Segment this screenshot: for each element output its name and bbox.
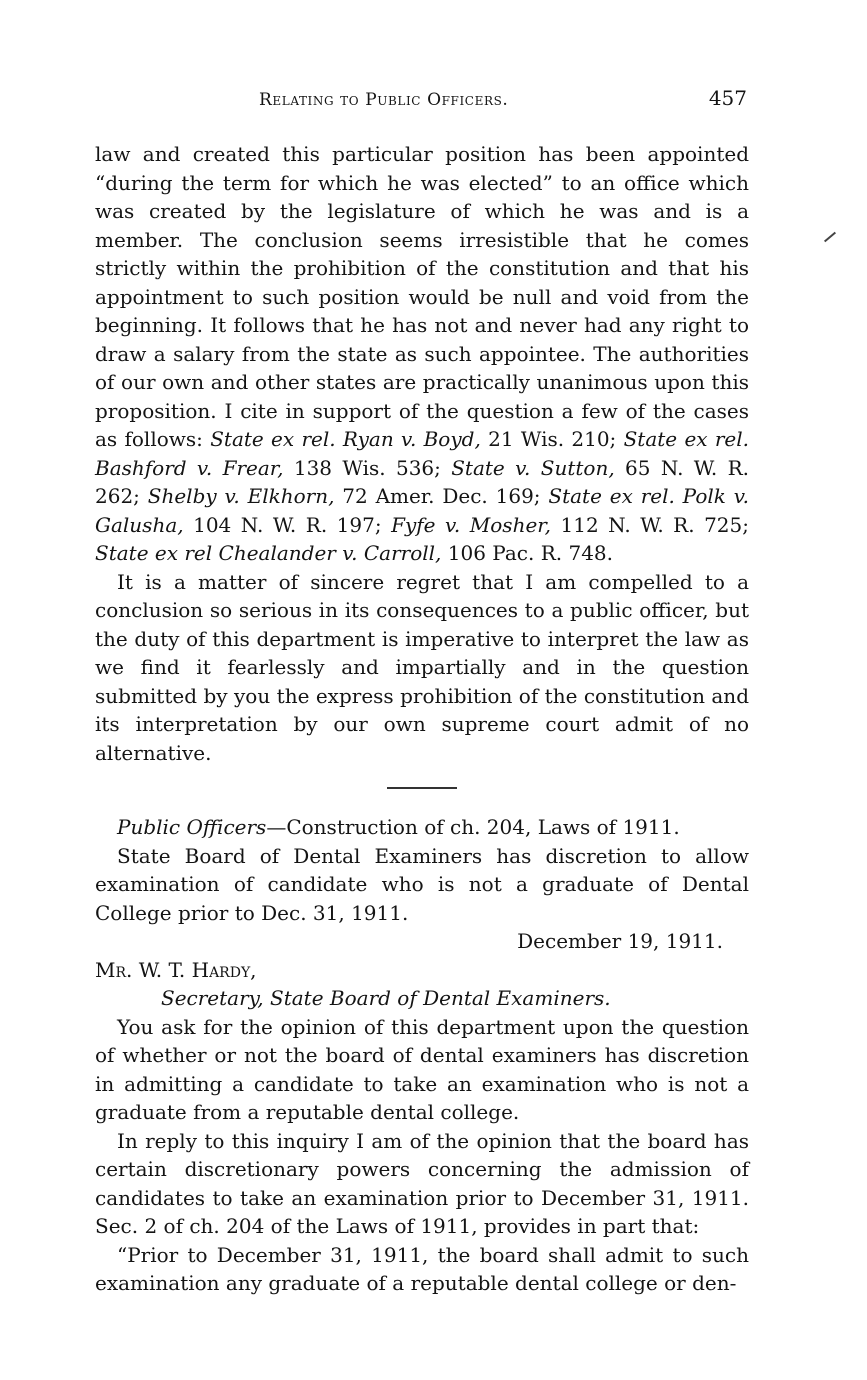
- case-citation: Fyfe v. Mosher,: [391, 512, 552, 537]
- paragraph-text: law and created this particular position has been appointed “during the term for which he was elected” to an office which was created by the legislature of which he was and is a member. The conclusion seems irresistible that he comes strictly within the prohibition of the constitution and that his appointment to such position would be null and void from the beginning. It follows that he has not and never had any right to draw a salary from the state as such appointee. The authorities of our own and other states are practically unanimous upon this proposition. I cite in support of the question a few of the cases as follows:: [95, 142, 749, 451]
- case-citation: State ex rel. Ryan v. Boyd,: [210, 427, 481, 451]
- topic-heading: Public Officers: [117, 815, 267, 839]
- opinion-paragraph-1: You ask for the opinion of this department upon the question of whether or not the board of dental examiners has discretion in admitting a candidate to take an examination who is not a graduate from a reputable dental college.: [95, 1014, 749, 1124]
- case-citation: State ex rel Chealander v. Carroll,: [95, 541, 442, 565]
- page-number: 457: [708, 86, 747, 110]
- citation-text: 106 Pac. R. 748.: [441, 541, 613, 565]
- case-citation: Shelby v. Elkhorn,: [147, 484, 335, 508]
- citation-text: 72 Amer. Dec. 169;: [334, 484, 549, 508]
- document-page: [95, 84, 749, 1298]
- citation-text: 138 Wis. 536;: [283, 455, 452, 480]
- addressee-title: Secretary, State Board of Dental Examiners.: [161, 986, 611, 1010]
- case-citation: State ex rel. Bashford v. Frear,: [95, 427, 750, 480]
- addressee-name: Mr. W. T. Hardy,: [95, 957, 257, 982]
- syllabus: State Board of Dental Examiners has discretion to allow examination of candidate who is not a graduate of Dental College prior to Dec. 31, 1911.: [95, 843, 749, 925]
- case-citation: State v. Sutton,: [451, 455, 615, 480]
- topic-subheading: —Construction of ch. 204, Laws of 1911.: [266, 815, 680, 839]
- page-header: [95, 84, 749, 116]
- margin-mark: [824, 232, 836, 243]
- opinion-date: December 19, 1911.: [517, 929, 723, 953]
- citation-text: 21 Wis. 210;: [480, 427, 624, 451]
- paragraph-continued: [95, 140, 749, 568]
- body-text: [95, 140, 749, 1298]
- paragraph-regret: It is a matter of sincere regret that I am compelled to a conclusion so serious in its consequences to a public officer, but the duty of this department is imperative to interpret the law as we find it fearlessly and impartially and in the question submitted by you the express prohibition of the constitution and its interpretation by our own supreme court admit of no alternative.: [95, 569, 749, 765]
- section-divider: [387, 787, 457, 789]
- citation-text: 112 N. W. R. 725;: [551, 512, 749, 537]
- case-citation: State ex rel. Polk v. Galusha,: [95, 484, 749, 537]
- opinion-paragraph-2: In reply to this inquiry I am of the opinion that the board has certain discretionary powers concerning the admission of candidates to take an examination prior to December 31, 1911. Sec. 2 of ch. 204 of the Laws of 1911, provides in part that:: [95, 1128, 749, 1238]
- opinion-topic: [95, 813, 749, 842]
- citation-text: 104 N. W. R. 197;: [183, 512, 392, 537]
- statute-quote: “Prior to December 31, 1911, the board shall admit to such examination any graduate of a reputable dental college or den-: [95, 1242, 749, 1295]
- running-head: Relating to Public Officers.: [259, 90, 509, 110]
- citation-text: 65 N. W. R. 262;: [95, 455, 749, 508]
